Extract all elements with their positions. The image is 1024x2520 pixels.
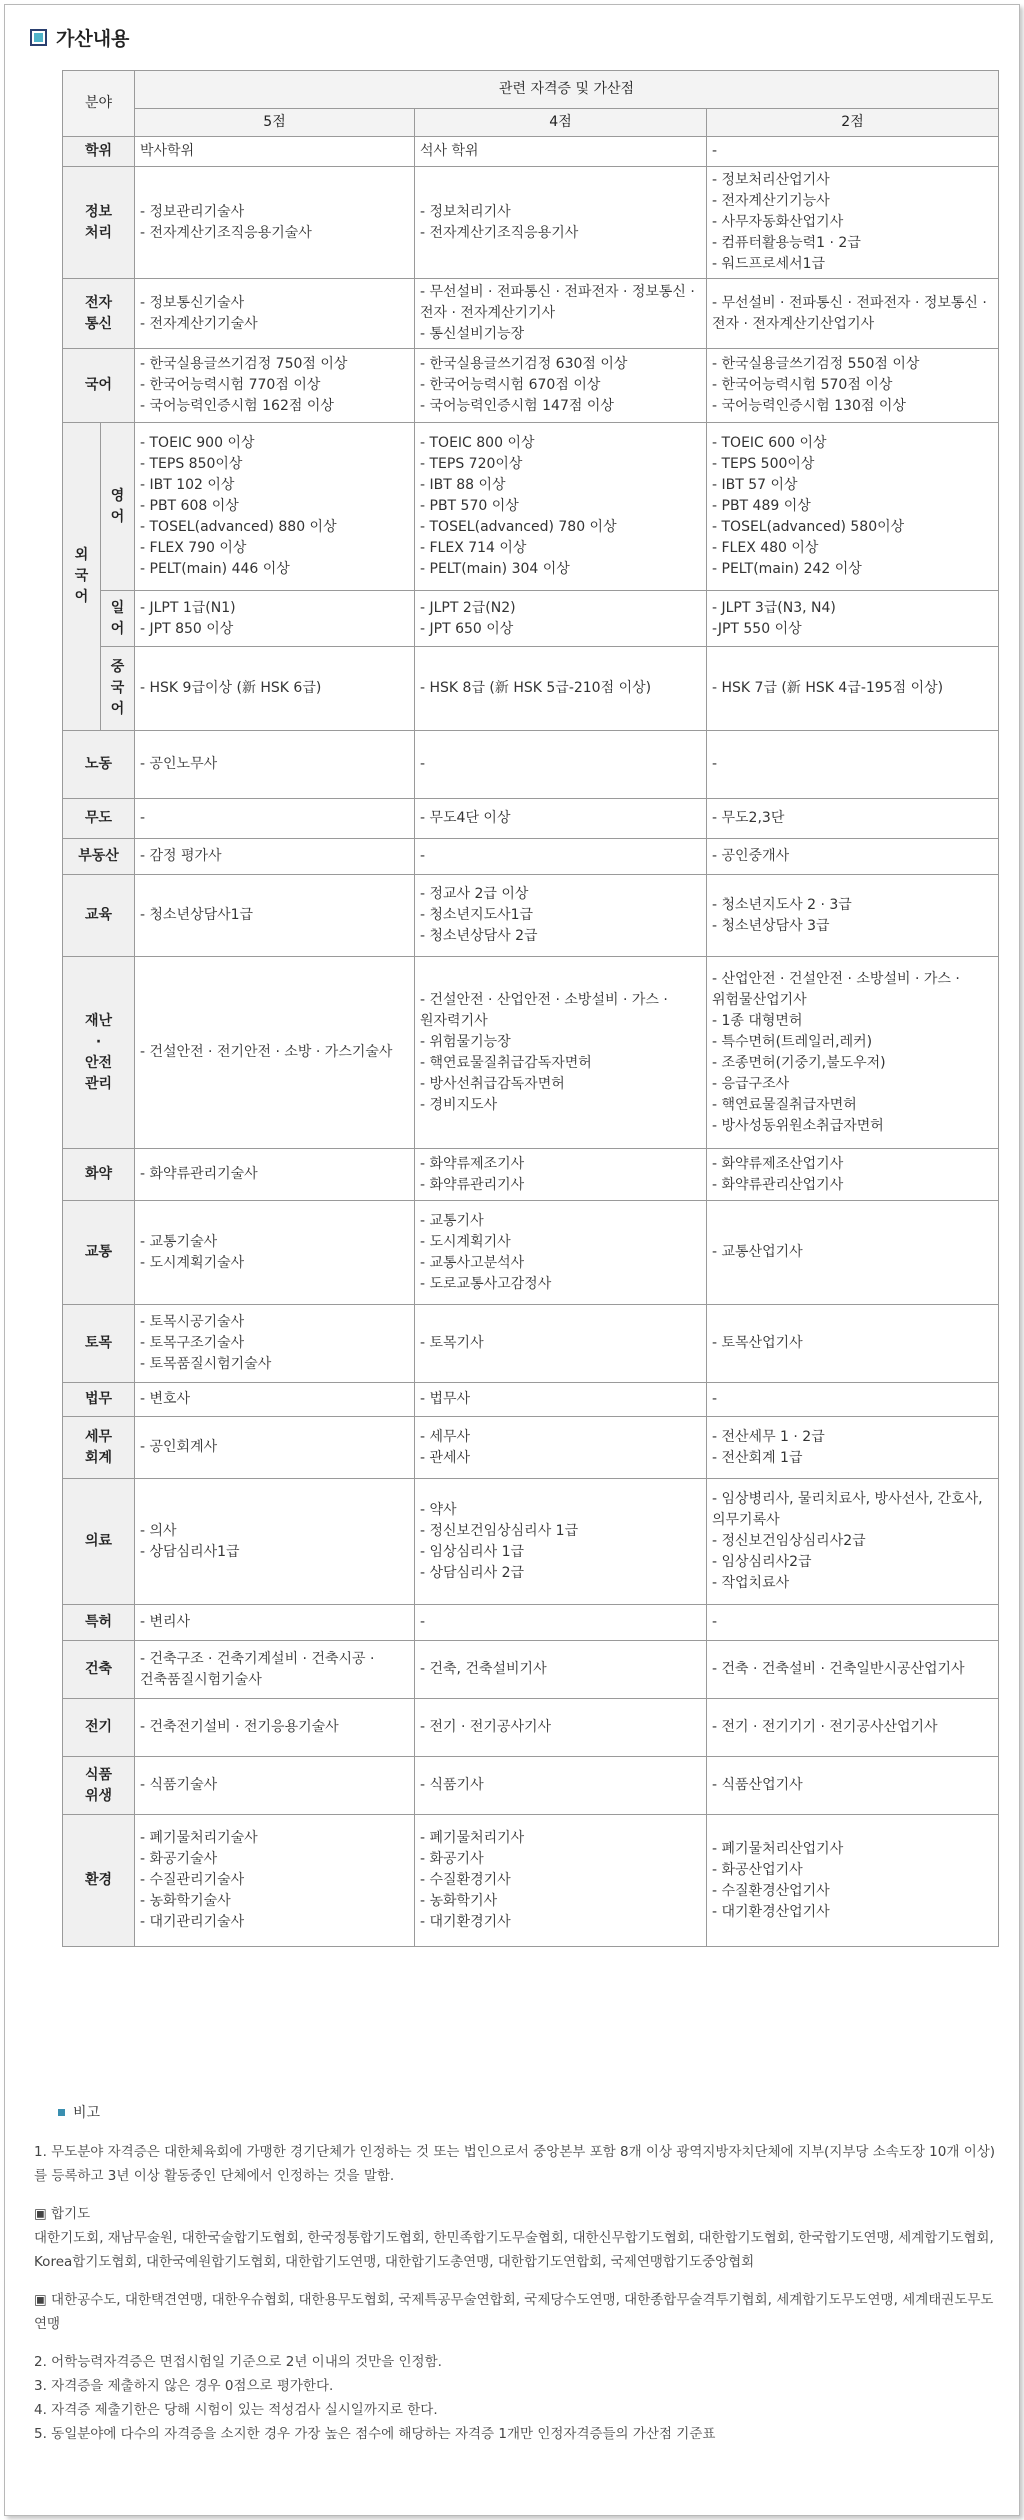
table-row xyxy=(63,1757,999,1815)
cell-line: - 대기관리기술사 xyxy=(140,1914,245,1930)
martial-arts-group-text: ▣ 대한공수도, 대한택견연맹, 대한우슈협회, 대한용무도협회, 국제특공무술연합회, 국제당수도연맹, 대한종합무술격투기협회, 세계합기도무도연맹, 세계태권도무도연맹 xyxy=(34,2292,994,2332)
cell-2-points xyxy=(707,1149,999,1201)
row-subcategory: 일 어 xyxy=(101,591,135,647)
cell-line: - 건축 · 건축설비 · 건축일반시공산업기사 xyxy=(712,1661,965,1677)
cell-line: - 세무사 xyxy=(420,1428,471,1445)
cell-line: - 의사 xyxy=(140,1522,177,1539)
cell-line: - PELT(main) 304 이상 xyxy=(420,561,570,577)
cell-line: - 국어능력인증시험 130점 이상 xyxy=(712,398,906,414)
cell-line: - 무선설비 · 전파통신 · 전파전자 · 정보통신 · 전자 · 전자계산기기사 xyxy=(420,284,695,321)
section-heading xyxy=(30,20,129,54)
cell-5-points xyxy=(135,423,415,591)
cell-2-points xyxy=(707,137,999,167)
cell-line: - xyxy=(712,756,718,772)
cell-4-points xyxy=(415,591,707,647)
cell-line: - 화공산업기사 xyxy=(712,1861,803,1878)
cell-line: - 조종면허(기중기,불도우저) xyxy=(712,1054,886,1071)
cell-line: - 정교사 2급 이상 xyxy=(420,886,529,902)
cell-line: - 수질환경산업기사 xyxy=(712,1882,830,1899)
cell-line: - 전산세무 1 · 2급 xyxy=(712,1428,825,1445)
cell-line: - 전자계산기조직응용기사 xyxy=(420,224,579,241)
row-category: 특허 xyxy=(63,1605,135,1641)
cell-line: -JPT 550 이상 xyxy=(712,620,802,637)
cell-2-points xyxy=(707,1699,999,1757)
note-3: 3. 자격증을 제출하지 않은 경우 0점으로 평가한다. xyxy=(34,2378,334,2394)
cell-line: - 식품산업기사 xyxy=(712,1777,803,1793)
cell-line: - 한국어능력시험 770점 이상 xyxy=(140,377,321,393)
cell-line: - 무도4단 이상 xyxy=(420,810,511,826)
cell-4-points xyxy=(415,1815,707,1947)
cell-5-points xyxy=(135,1383,415,1417)
cell-4-points xyxy=(415,1605,707,1641)
cell-5-points xyxy=(135,1605,415,1641)
cell-line: - 폐기물처리기사 xyxy=(420,1830,525,1846)
cell-line: - 상담심리사 2급 xyxy=(420,1564,525,1581)
row-category: 정보 처리 xyxy=(63,167,135,279)
cell-4-points xyxy=(415,1305,707,1383)
cell-5-points xyxy=(135,1417,415,1479)
cell-line: - 전자계산기조직응용기술사 xyxy=(140,224,312,241)
cell-line: - JLPT 3급(N3, N4) xyxy=(712,599,836,616)
cell-line: - 정보관리기술사 xyxy=(140,203,245,220)
cell-line: - 토목구조기술사 xyxy=(140,1335,245,1351)
notes-section xyxy=(34,2140,1002,2446)
cell-2-points xyxy=(707,799,999,839)
cell-line: 석사 학위 xyxy=(420,143,479,159)
row-category: 화약 xyxy=(63,1149,135,1201)
header-category: 분야 xyxy=(63,71,135,137)
cell-2-points xyxy=(707,1641,999,1699)
cell-line: - IBT 88 이상 xyxy=(420,477,506,493)
cell-2-points xyxy=(707,349,999,423)
cell-line: - 워드프로세서1급 xyxy=(712,256,826,272)
cell-2-points xyxy=(707,1417,999,1479)
cell-line: - 정보처리기사 xyxy=(420,203,511,220)
row-category: 식품 위생 xyxy=(63,1757,135,1815)
cell-line: - 교통산업기사 xyxy=(712,1244,803,1260)
cell-line: - 컴퓨터활용능력1 · 2급 xyxy=(712,235,861,251)
cell-2-points xyxy=(707,647,999,731)
cell-line: - 공인회계사 xyxy=(140,1439,218,1455)
cell-line: - 전자계산기기술사 xyxy=(140,315,258,332)
table-row xyxy=(63,875,999,957)
notes-heading xyxy=(58,2102,100,2122)
cell-5-points xyxy=(135,731,415,799)
cell-4-points xyxy=(415,167,707,279)
bonus-points-table xyxy=(62,70,999,1947)
header-2-points: 2점 xyxy=(707,109,999,137)
cell-line: - TEPS 720이상 xyxy=(420,456,523,472)
cell-4-points xyxy=(415,349,707,423)
cell-2-points xyxy=(707,167,999,279)
table-row xyxy=(63,1383,999,1417)
cell-line: - 수질관리기술사 xyxy=(140,1872,245,1888)
cell-2-points xyxy=(707,1605,999,1641)
cell-line: - 정신보건임상심리사 1급 xyxy=(420,1522,579,1539)
cell-4-points xyxy=(415,1201,707,1305)
cell-line: - 임상심리사2급 xyxy=(712,1554,812,1570)
cell-line: - xyxy=(420,848,426,864)
cell-line: - 건축구조 · 건축기계설비 · 건축시공 · 건축품질시험기술사 xyxy=(140,1650,375,1688)
cell-line: - 특수면허(트레일러,레커) xyxy=(712,1033,873,1050)
cell-line: - TOEIC 800 이상 xyxy=(420,435,535,451)
hapkido-group-title: ▣ 합기도 xyxy=(34,2206,91,2222)
cell-line: - JPT 650 이상 xyxy=(420,620,514,637)
cell-4-points xyxy=(415,647,707,731)
cell-line: - 화약류제조기사 xyxy=(420,1155,525,1172)
cell-line: - 경비지도사 xyxy=(420,1096,498,1113)
row-category-foreign-language: 외 국 어 xyxy=(63,423,101,731)
cell-5-points xyxy=(135,167,415,279)
table-row xyxy=(63,423,999,591)
cell-line: - 작업치료사 xyxy=(712,1575,790,1591)
row-category: 교통 xyxy=(63,1201,135,1305)
cell-line: - TOSEL(advanced) 880 이상 xyxy=(140,519,337,535)
cell-line: - 건축, 건축설비기사 xyxy=(420,1661,547,1677)
cell-line: - 토목산업기사 xyxy=(712,1335,803,1351)
cell-line: - JLPT 2급(N2) xyxy=(420,599,516,616)
cell-4-points xyxy=(415,137,707,167)
cell-line: - 감정 평가사 xyxy=(140,848,222,864)
cell-line: - IBT 102 이상 xyxy=(140,477,235,493)
row-category: 교육 xyxy=(63,875,135,957)
cell-line: - TEPS 500이상 xyxy=(712,456,815,472)
cell-line: - PELT(main) 242 이상 xyxy=(712,561,862,577)
cell-line: - 청소년지도사 2 · 3급 xyxy=(712,896,852,913)
row-category: 국어 xyxy=(63,349,135,423)
cell-4-points xyxy=(415,279,707,349)
header-group: 관련 자격증 및 가산점 xyxy=(135,71,999,109)
row-subcategory: 중 국 어 xyxy=(101,647,135,731)
note-4: 4. 자격증 제출기한은 당해 시험이 있는 적성검사 실시일까지로 한다. xyxy=(34,2402,438,2418)
row-category: 전자 통신 xyxy=(63,279,135,349)
cell-line: - HSK 8급 (新 HSK 5급-210점 이상) xyxy=(420,680,652,696)
cell-2-points xyxy=(707,591,999,647)
cell-line: - 정보통신기술사 xyxy=(140,294,245,311)
cell-line: - 교통기사 xyxy=(420,1212,484,1229)
cell-line: - 건설안전 · 산업안전 · 소방설비 · 가스 · 원자력기사 xyxy=(420,991,668,1029)
cell-line: - 변호사 xyxy=(140,1391,191,1407)
table-row xyxy=(63,839,999,875)
cell-line: - PELT(main) 446 이상 xyxy=(140,561,290,577)
cell-line: - 전자계산기기능사 xyxy=(712,193,830,209)
cell-line: - 한국실용글쓰기검정 750점 이상 xyxy=(140,356,348,372)
cell-line: - 화공기사 xyxy=(420,1851,484,1867)
cell-2-points xyxy=(707,731,999,799)
table-row xyxy=(63,1149,999,1201)
cell-4-points xyxy=(415,731,707,799)
cell-line: - 위험물기능장 xyxy=(420,1033,511,1050)
cell-line: - TOSEL(advanced) 580이상 xyxy=(712,519,905,535)
table-row xyxy=(63,1479,999,1605)
cell-line: - 화공기술사 xyxy=(140,1851,218,1867)
cell-4-points xyxy=(415,1757,707,1815)
cell-5-points xyxy=(135,957,415,1149)
cell-line: - 청소년지도사1급 xyxy=(420,907,534,923)
cell-line: - 전산회계 1급 xyxy=(712,1449,803,1466)
table-row xyxy=(63,647,999,731)
cell-line: - 정신보건임상심리사2급 xyxy=(712,1533,866,1549)
cell-line: - FLEX 480 이상 xyxy=(712,540,819,556)
cell-line: - 수질환경기사 xyxy=(420,1872,511,1888)
cell-2-points xyxy=(707,1201,999,1305)
cell-line: - 응급구조사 xyxy=(712,1075,790,1092)
cell-4-points xyxy=(415,957,707,1149)
cell-4-points xyxy=(415,839,707,875)
cell-line: - 토목기사 xyxy=(420,1335,484,1351)
cell-5-points xyxy=(135,591,415,647)
cell-line: - 산업안전 · 건설안전 · 소방설비 · 가스 · 위험물산업기사 xyxy=(712,970,960,1008)
cell-2-points xyxy=(707,423,999,591)
cell-line: - HSK 7급 (新 HSK 4급-195점 이상) xyxy=(712,680,944,696)
cell-line: - 공인노무사 xyxy=(140,756,218,772)
table-row xyxy=(63,1641,999,1699)
cell-line: - 청소년상담사 3급 xyxy=(712,917,830,934)
cell-5-points xyxy=(135,647,415,731)
cell-line: - 건축전기설비 · 전기응용기술사 xyxy=(140,1719,339,1735)
cell-line: - 폐기물처리산업기사 xyxy=(712,1840,844,1857)
cell-line: - 국어능력인증시험 162점 이상 xyxy=(140,398,334,414)
cell-5-points xyxy=(135,839,415,875)
cell-5-points xyxy=(135,1641,415,1699)
cell-5-points xyxy=(135,1757,415,1815)
cell-2-points xyxy=(707,1757,999,1815)
cell-line: - 국어능력인증시험 147점 이상 xyxy=(420,398,614,414)
cell-line: - 무도2,3단 xyxy=(712,810,785,826)
cell-line: - FLEX 790 이상 xyxy=(140,540,247,556)
cell-line: - 1종 대형면허 xyxy=(712,1012,803,1029)
row-category: 전기 xyxy=(63,1699,135,1757)
cell-5-points xyxy=(135,1305,415,1383)
cell-5-points xyxy=(135,1201,415,1305)
cell-5-points xyxy=(135,1149,415,1201)
cell-line: - 토목시공기술사 xyxy=(140,1314,245,1330)
cell-line: - 공인중개사 xyxy=(712,848,790,864)
cell-line: - 한국어능력시험 670점 이상 xyxy=(420,377,601,393)
notes-title: 비고 xyxy=(73,2105,101,2121)
cell-4-points xyxy=(415,1417,707,1479)
table-row xyxy=(63,1201,999,1305)
table-row xyxy=(63,591,999,647)
row-category: 토목 xyxy=(63,1305,135,1383)
small-square-bullet-icon xyxy=(58,2109,65,2116)
cell-line: - TOEIC 600 이상 xyxy=(712,435,827,451)
cell-line: - 방사선취급감독자면허 xyxy=(420,1075,565,1092)
cell-line: - IBT 57 이상 xyxy=(712,477,798,493)
cell-4-points xyxy=(415,1383,707,1417)
header-4-points: 4점 xyxy=(415,109,707,137)
cell-line: - 대기환경기사 xyxy=(420,1914,511,1930)
cell-5-points xyxy=(135,1699,415,1757)
row-category: 학위 xyxy=(63,137,135,167)
note-5: 5. 동일분야에 다수의 자격증을 소지한 경우 가장 높은 점수에 해당하는 자격증 1개만 인정자격증들의 가산점 기준표 xyxy=(34,2426,716,2442)
cell-line: - 화약류관리기술사 xyxy=(140,1166,258,1182)
cell-2-points xyxy=(707,1383,999,1417)
cell-line: - JPT 850 이상 xyxy=(140,620,234,637)
cell-line: - 한국실용글쓰기검정 630점 이상 xyxy=(420,356,628,372)
cell-line: - TOSEL(advanced) 780 이상 xyxy=(420,519,617,535)
cell-5-points xyxy=(135,1479,415,1605)
cell-line: - xyxy=(712,1614,718,1630)
row-category: 법무 xyxy=(63,1383,135,1417)
cell-4-points xyxy=(415,799,707,839)
cell-4-points xyxy=(415,1479,707,1605)
cell-line: - 농화학기술사 xyxy=(140,1893,231,1909)
cell-line: - 도시계획기사 xyxy=(420,1233,511,1250)
cell-line: - 화약류관리산업기사 xyxy=(712,1176,844,1193)
cell-5-points xyxy=(135,137,415,167)
cell-line: - 핵연료물질취급감독자면허 xyxy=(420,1054,592,1071)
cell-line: - 대기환경산업기사 xyxy=(712,1903,830,1920)
cell-4-points xyxy=(415,1641,707,1699)
cell-line: - 한국어능력시험 570점 이상 xyxy=(712,377,893,393)
cell-line: - 청소년상담사1급 xyxy=(140,907,254,923)
table-row xyxy=(63,167,999,279)
cell-line: - 도로교통사고감정사 xyxy=(420,1275,552,1292)
table-row xyxy=(63,279,999,349)
row-category: 세무 회계 xyxy=(63,1417,135,1479)
cell-line: - 토목품질시험기술사 xyxy=(140,1356,272,1372)
cell-5-points xyxy=(135,279,415,349)
cell-line: - xyxy=(140,810,146,826)
cell-line: - 전기 · 전기공사기사 xyxy=(420,1719,552,1735)
section-title: 가산내용 xyxy=(56,27,130,50)
cell-line: - PBT 489 이상 xyxy=(712,498,811,514)
square-bullet-icon xyxy=(30,29,47,46)
cell-line: - 관세사 xyxy=(420,1449,471,1466)
cell-line: - 도시계획기술사 xyxy=(140,1254,245,1271)
cell-line: - xyxy=(420,756,426,772)
cell-line: - 화약류제조산업기사 xyxy=(712,1155,844,1172)
cell-4-points xyxy=(415,423,707,591)
cell-line: - 상담심리사1급 xyxy=(140,1543,240,1560)
hapkido-group-text: 대한기도회, 재남무술원, 대한국술합기도협회, 한국정통합기도협회, 한민족합기도무술협회, 대한신무합기도협회, 대한합기도협회, 한국합기도연맹, 세계합기도협회, Korea합기도협회, 대한국예원합기도협회, 대한합기도연맹, 대한합기도총연맹, 대한합기도연합회, 국제연맹합기도중앙협회 xyxy=(34,2230,994,2270)
cell-line: - JLPT 1급(N1) xyxy=(140,599,236,616)
cell-line: - 법무사 xyxy=(420,1391,471,1407)
cell-line: - 청소년상담사 2급 xyxy=(420,928,538,944)
cell-line: - 화약류관리기사 xyxy=(420,1176,525,1193)
table-row xyxy=(63,349,999,423)
row-category: 부동산 xyxy=(63,839,135,875)
row-subcategory: 영 어 xyxy=(101,423,135,591)
cell-line: - 임상병리사, 물리치료사, 방사선사, 간호사, 의무기록사 xyxy=(712,1491,983,1528)
cell-line: - 건설안전 · 전기안전 · 소방 · 가스기술사 xyxy=(140,1044,393,1060)
row-category: 노동 xyxy=(63,731,135,799)
cell-2-points xyxy=(707,957,999,1149)
cell-line: - 변리사 xyxy=(140,1614,191,1630)
cell-line: - 사무자동화산업기사 xyxy=(712,214,844,230)
cell-4-points xyxy=(415,875,707,957)
table-row xyxy=(63,1699,999,1757)
table-row xyxy=(63,1417,999,1479)
cell-line: - 무선설비 · 전파통신 · 전파전자 · 정보통신 · 전자 · 전자계산기산업기사 xyxy=(712,294,987,332)
cell-line: - 식품기사 xyxy=(420,1777,484,1793)
cell-line: - 폐기물처리기술사 xyxy=(140,1830,258,1846)
cell-4-points xyxy=(415,1149,707,1201)
cell-4-points xyxy=(415,1699,707,1757)
cell-line: - 약사 xyxy=(420,1501,457,1518)
cell-line: - 방사성동위원소취급자면허 xyxy=(712,1117,884,1134)
table-row xyxy=(63,799,999,839)
cell-line: - PBT 570 이상 xyxy=(420,498,519,514)
table-row xyxy=(63,731,999,799)
cell-line: - 전기 · 전기기기 · 전기공사산업기사 xyxy=(712,1719,938,1735)
table-row xyxy=(63,1815,999,1947)
row-category: 의료 xyxy=(63,1479,135,1605)
cell-5-points xyxy=(135,349,415,423)
cell-line: - xyxy=(420,1614,426,1630)
cell-2-points xyxy=(707,875,999,957)
cell-line: - xyxy=(712,143,718,159)
row-category: 환경 xyxy=(63,1815,135,1947)
note-2: 2. 어학능력자격증은 면접시험일 기준으로 2년 이내의 것만을 인정함. xyxy=(34,2354,442,2370)
cell-line: - FLEX 714 이상 xyxy=(420,540,527,556)
note-1: 1. 무도분야 자격증은 대한체육회에 가맹한 경기단체가 인정하는 것 또는 법인으로서 중앙본부 포함 8개 이상 광역지방자치단체에 지부(지부당 소속도장 10개 이상)를 등록하고 3년 이상 활동중인 단체에서 인정하는 것을 말함. xyxy=(34,2144,996,2184)
cell-line: - 교통기술사 xyxy=(140,1233,218,1250)
cell-line: - 임상심리사 1급 xyxy=(420,1543,525,1560)
cell-line: - 핵연료물질취급자면허 xyxy=(712,1096,857,1113)
header-5-points: 5점 xyxy=(135,109,415,137)
table-row xyxy=(63,957,999,1149)
cell-5-points xyxy=(135,875,415,957)
row-category: 무도 xyxy=(63,799,135,839)
cell-line: - 통신설비기능장 xyxy=(420,326,525,342)
cell-line: - 정보처리산업기사 xyxy=(712,172,830,188)
cell-line: - TOEIC 900 이상 xyxy=(140,435,255,451)
cell-line: - HSK 9급이상 (新 HSK 6급) xyxy=(140,680,322,696)
table-row xyxy=(63,1605,999,1641)
cell-line: - 한국실용글쓰기검정 550점 이상 xyxy=(712,356,920,372)
cell-2-points xyxy=(707,279,999,349)
cell-line: - 식품기술사 xyxy=(140,1777,218,1793)
row-category: 재난 · 안전 관리 xyxy=(63,957,135,1149)
cell-line: - 농화학기사 xyxy=(420,1893,498,1909)
row-category: 건축 xyxy=(63,1641,135,1699)
cell-5-points xyxy=(135,799,415,839)
cell-5-points xyxy=(135,1815,415,1947)
table-row xyxy=(63,1305,999,1383)
cell-2-points xyxy=(707,1479,999,1605)
cell-line: - TEPS 850이상 xyxy=(140,456,243,472)
cell-line: - 교통사고분석사 xyxy=(420,1254,525,1271)
cell-line: 박사학위 xyxy=(140,143,195,159)
table-row xyxy=(63,137,999,167)
cell-line: - xyxy=(712,1391,718,1407)
cell-line: - PBT 608 이상 xyxy=(140,498,239,514)
cell-2-points xyxy=(707,839,999,875)
cell-2-points xyxy=(707,1305,999,1383)
cell-2-points xyxy=(707,1815,999,1947)
